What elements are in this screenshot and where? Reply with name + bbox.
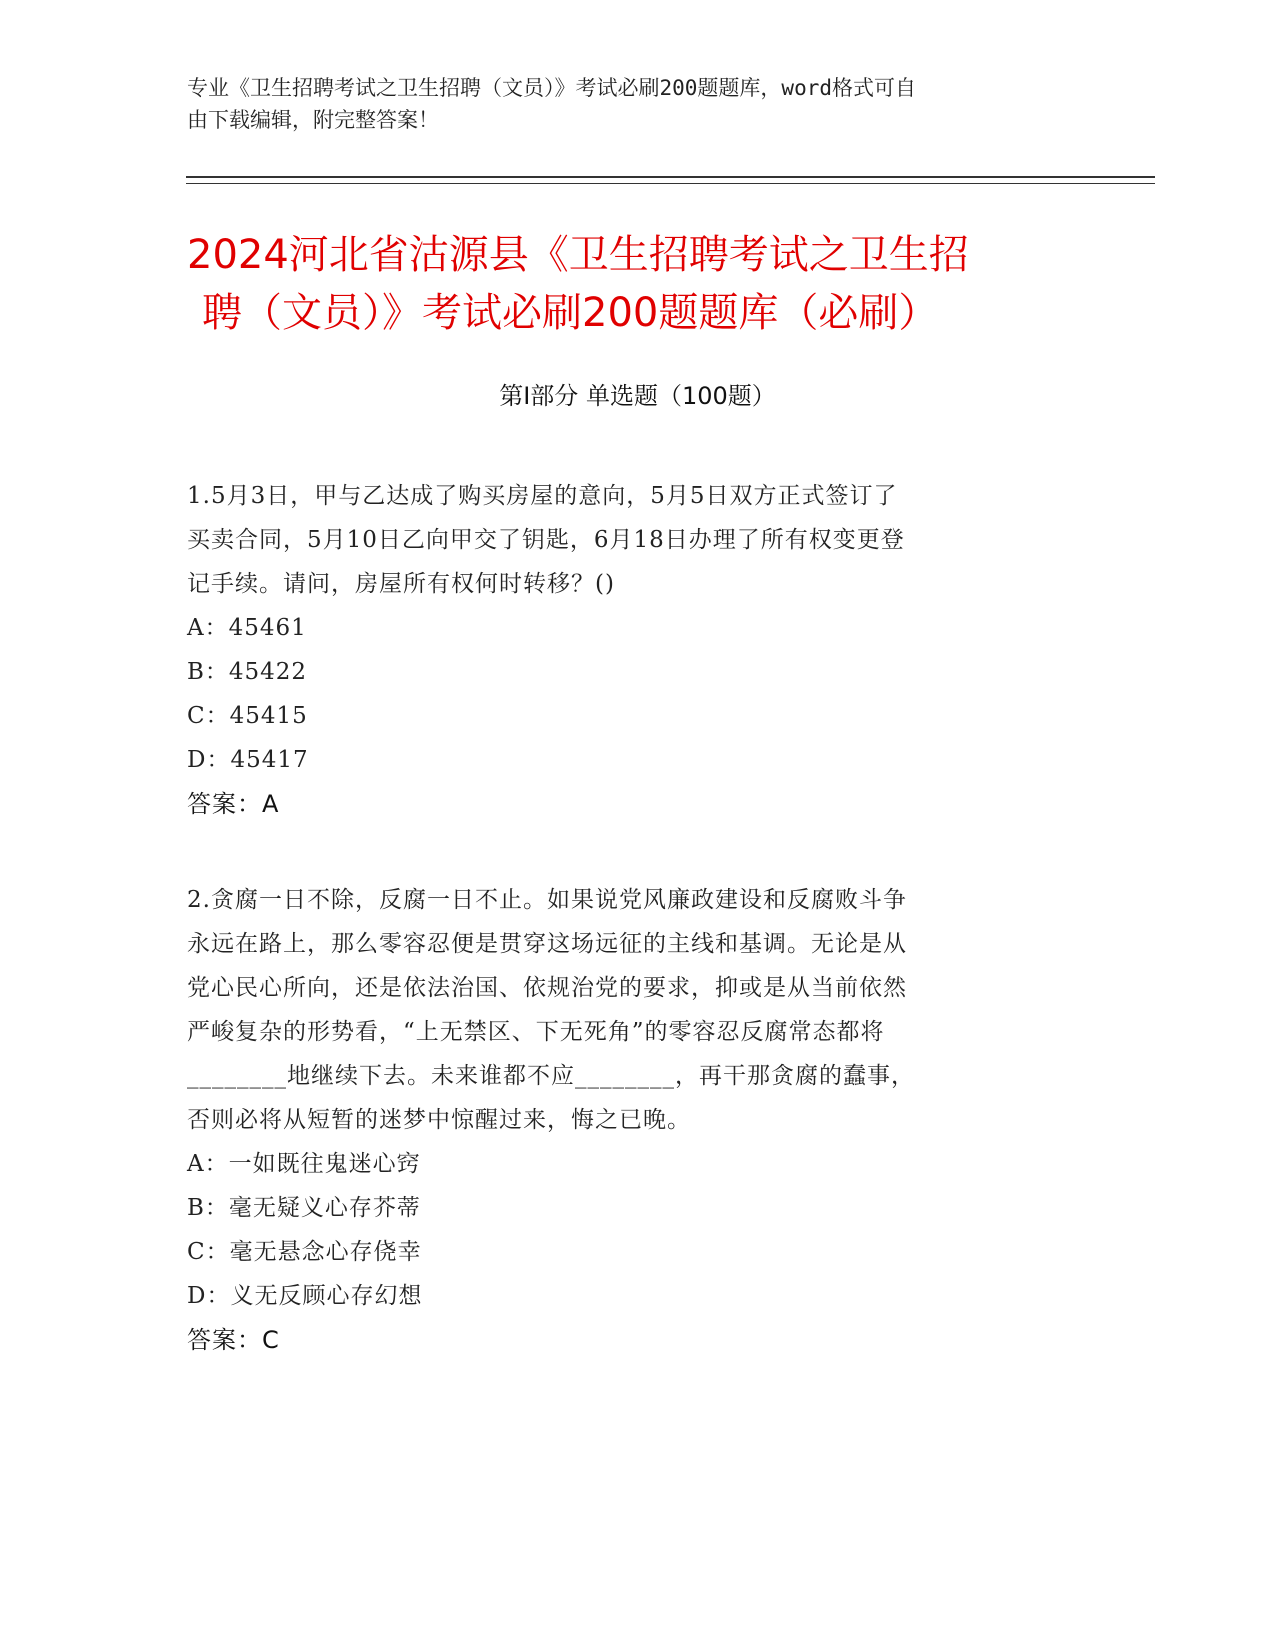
question-1-option-a: A：45461	[187, 615, 307, 641]
header-line-2: 由下载编辑，附完整答案！	[187, 108, 439, 132]
question-2-line-4: 严峻复杂的形势看，“上无禁区、下无死角”的零容忍反腐常态都将	[187, 1019, 885, 1045]
question-1-line-2: 买卖合同，5月10日乙向甲交了钥匙，6月18日办理了所有权变更登	[187, 527, 905, 553]
question-2-line-2: 永远在路上，那么零容忍便是贯穿这场远征的主线和基调。无论是从	[187, 931, 907, 957]
question-2-answer: 答案：C	[187, 1326, 280, 1354]
question-2-line-5: ________地继续下去。未来谁都不应________，再干那贪腐的蠢事，	[187, 1063, 915, 1089]
header-divider-thin	[186, 183, 1155, 184]
title-line-1: 2024河北省沽源县《卫生招聘考试之卫生招	[187, 232, 969, 278]
question-2-option-d: D：义无反顾心存幻想	[187, 1283, 423, 1309]
question-2-line-1: 2.贪腐一日不除，反腐一日不止。如果说党风廉政建设和反腐败斗争	[187, 887, 907, 913]
question-1-option-d: D：45417	[187, 747, 309, 773]
question-1-line-3: 记手续。请问，房屋所有权何时转移？()	[187, 571, 615, 597]
question-1-option-b: B：45422	[187, 659, 308, 685]
question-2-line-6: 否则必将从短暂的迷梦中惊醒过来，悔之已晚。	[187, 1107, 691, 1133]
question-2	[187, 878, 1067, 1362]
question-2-option-b: B：毫无疑义心存芥蒂	[187, 1195, 421, 1221]
question-2-option-a: A：一如既往鬼迷心窍	[187, 1151, 421, 1177]
title-line-2: 聘（文员）》考试必刷200题题库（必刷）	[202, 290, 939, 336]
question-2-line-3: 党心民心所向，还是依法治国、依规治党的要求，抑或是从当前依然	[187, 975, 907, 1001]
document-header	[187, 72, 1067, 136]
question-2-option-c: C：毫无悬念心存侥幸	[187, 1239, 422, 1265]
question-1	[187, 474, 1067, 826]
question-1-option-c: C：45415	[187, 703, 308, 729]
section-heading: 第Ⅰ部分 单选题（100题）	[499, 382, 776, 410]
document-title	[187, 226, 1087, 342]
question-1-line-1: 1.5月3日，甲与乙达成了购买房屋的意向，5月5日双方正式签订了	[187, 483, 898, 509]
question-1-answer: 答案：A	[187, 790, 280, 818]
header-line-1: 专业《卫生招聘考试之卫生招聘（文员）》考试必刷200题题库，word格式可自	[187, 76, 916, 100]
header-divider-thick	[186, 176, 1155, 178]
